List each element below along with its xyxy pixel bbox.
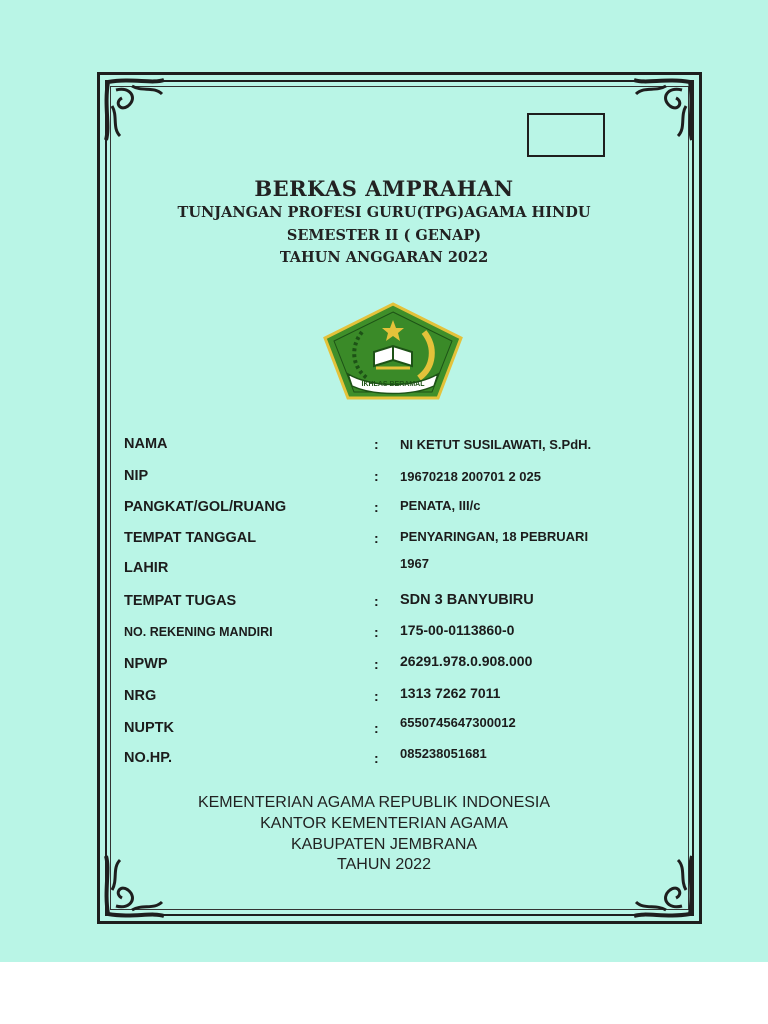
footer-line-2: KANTOR KEMENTERIAN AGAMA — [260, 815, 508, 832]
footer-line-3: KABUPATEN JEMBRANA — [290, 836, 478, 853]
field-colon: : — [374, 720, 379, 736]
subtitle-line-2: SEMESTER II ( GENAP) — [286, 227, 482, 244]
field-colon: : — [374, 499, 379, 515]
field-label: NO.HP. — [124, 750, 173, 766]
field-value: NI KETUT SUSILAWATI, S.PdH. — [400, 437, 592, 452]
field-colon: : — [374, 468, 379, 484]
field-value: 1967 — [400, 556, 429, 571]
field-value: 6550745647300012 — [400, 715, 516, 730]
ornament-top-left-icon — [102, 76, 172, 146]
subtitle-line-1: TUNJANGAN PROFESI GURU(TPG)AGAMA HINDU — [177, 204, 591, 221]
field-colon: : — [374, 436, 379, 452]
document-title: BERKAS AMPRAHAN — [254, 176, 514, 201]
field-label: TEMPAT TUGAS — [124, 593, 237, 609]
subtitle-line-3: TAHUN ANGGARAN 2022 — [279, 249, 489, 266]
field-label: NPWP — [124, 656, 168, 672]
ornament-top-right-icon — [626, 76, 696, 146]
kementerian-agama-emblem-icon — [322, 302, 464, 400]
field-value: PENATA, III/c — [400, 498, 481, 513]
field-colon: : — [374, 530, 379, 546]
field-colon: : — [374, 624, 379, 640]
field-value: 19670218 200701 2 025 — [400, 469, 541, 484]
field-label: NUPTK — [124, 720, 174, 736]
field-colon: : — [374, 656, 379, 672]
field-value: PENYARINGAN, 18 PEBRUARI — [400, 529, 589, 544]
field-label: LAHIR — [124, 560, 169, 576]
field-colon: : — [374, 688, 379, 704]
field-label: TEMPAT TANGGAL — [124, 530, 257, 546]
field-label: NIP — [124, 468, 149, 484]
field-colon: : — [374, 593, 379, 609]
field-value: 175-00-0113860-0 — [400, 622, 515, 638]
field-value: SDN 3 BANYUBIRU — [400, 592, 534, 608]
field-label: NRG — [124, 688, 157, 704]
field-label: PANGKAT/GOL/RUANG — [124, 499, 287, 515]
field-colon: : — [374, 750, 379, 766]
file-number-box — [527, 113, 605, 157]
field-label: NO. REKENING MANDIRI — [124, 625, 273, 639]
field-value: 085238051681 — [400, 746, 487, 761]
emblem-motto: IKHLAS BERAMAL — [361, 381, 425, 388]
field-value: 26291.978.0.908.000 — [400, 653, 533, 669]
field-label: NAMA — [124, 436, 168, 452]
field-value: 1313 7262 7011 — [400, 685, 501, 701]
footer-line-4: TAHUN 2022 — [337, 856, 431, 873]
footer-line-1: KEMENTERIAN AGAMA REPUBLIK INDONESIA — [197, 794, 551, 811]
